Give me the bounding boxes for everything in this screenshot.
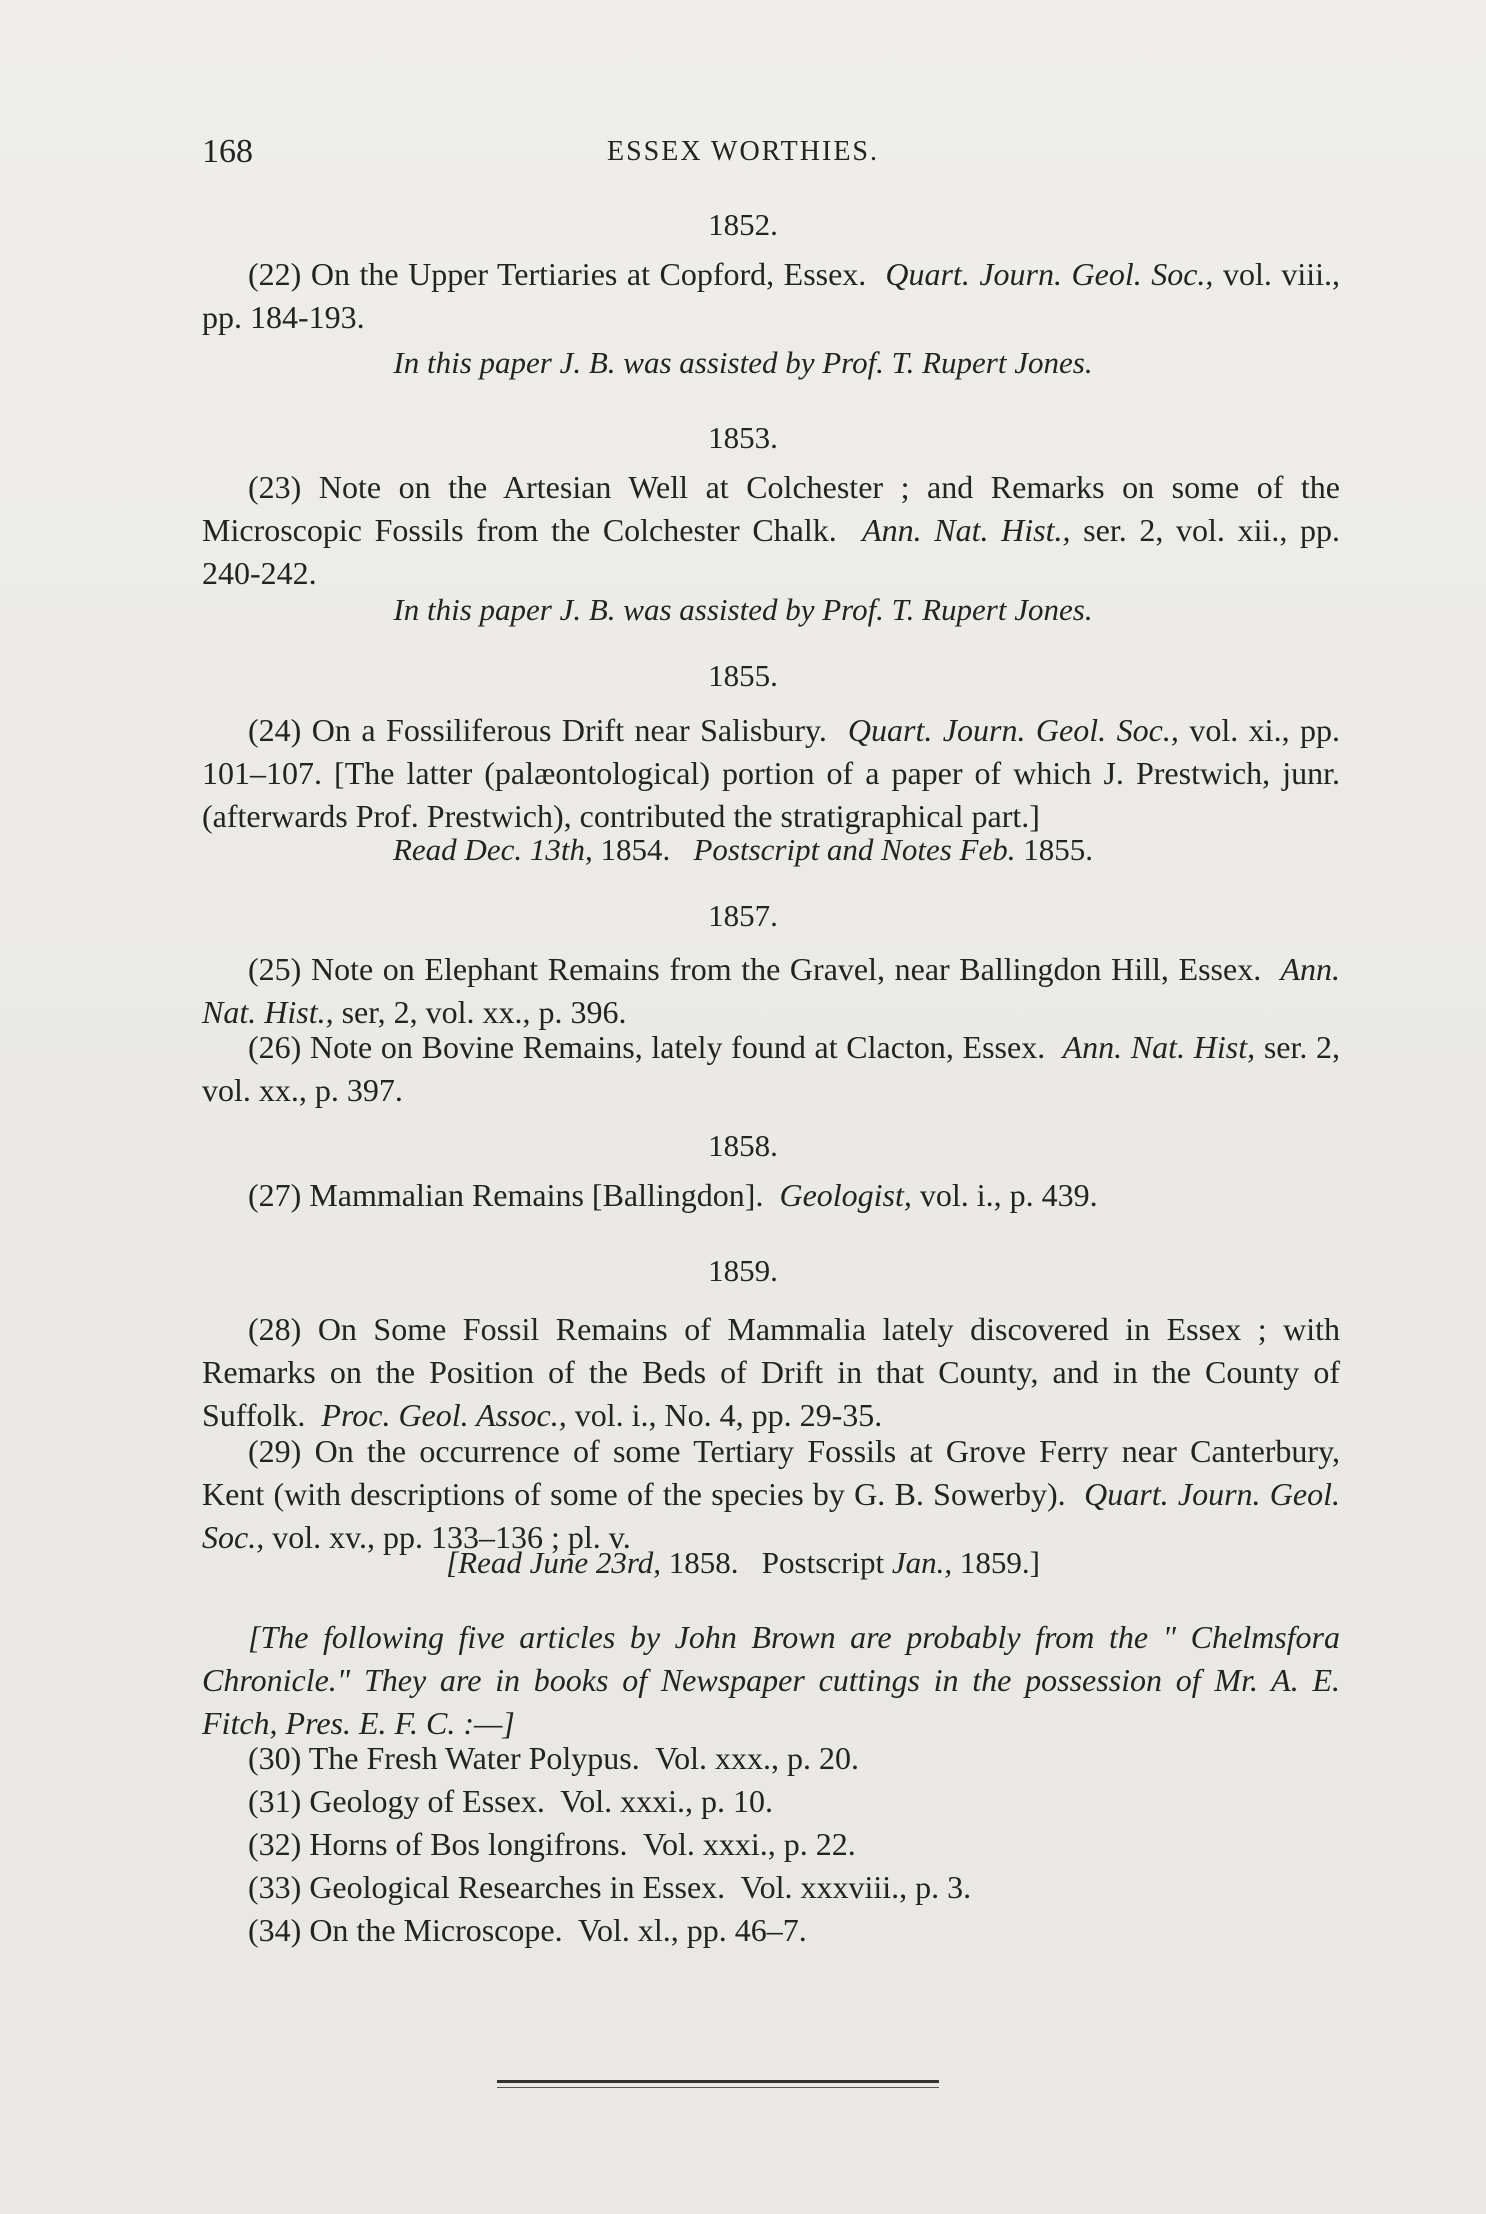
year-heading-1852: 1852. xyxy=(708,207,778,242)
journal-name: Ann. Nat. Hist., xyxy=(202,951,1341,1030)
journal-name: Geologist, xyxy=(779,1177,912,1213)
entry-reference: vol. viii., pp. 184-193. xyxy=(202,256,1341,335)
year-heading-1853: 1853. xyxy=(708,420,778,455)
entry-reference: Vol. xxx., p. 20. xyxy=(655,1740,860,1776)
entry-number: (27) xyxy=(248,1177,302,1213)
entry-28 xyxy=(202,1308,1340,1437)
journal-name: Quart. Journ. Geol. Soc., xyxy=(885,256,1214,292)
entry-number: (30) xyxy=(248,1740,302,1776)
journal-name: Quart. Journ. Geol. Soc., xyxy=(202,1476,1341,1555)
entry-reference: ser, 2, vol. xx., p. 396. xyxy=(341,994,627,1030)
journal-name: Ann. Nat. Hist., xyxy=(862,512,1071,548)
entry-25-text xyxy=(202,948,1340,1034)
entry-title: On the Microscope. xyxy=(309,1912,563,1948)
list-item-33 xyxy=(248,1869,971,1906)
entry-title: On Some Fossil Remains of Mammalia lately discovered in Essex ; with Remarks on the Position of the Beds of Drift in that County, and in the County of Suffolk. xyxy=(202,1311,1341,1433)
entry-24-text xyxy=(202,709,1340,838)
running-head: ESSEX WORTHIES. xyxy=(606,136,880,167)
entry-29-text xyxy=(202,1430,1340,1559)
entry-number: (23) xyxy=(248,469,302,505)
entry-number: (34) xyxy=(248,1912,302,1948)
list-item-30 xyxy=(248,1740,859,1777)
entry-28-text xyxy=(202,1308,1340,1437)
entry-number: (29) xyxy=(248,1433,302,1469)
entry-26-text xyxy=(202,1026,1340,1112)
entry-reference: ser. 2, vol. xx., p. 397. xyxy=(202,1029,1341,1108)
read-date: Read Dec. 13th, xyxy=(392,832,593,867)
journal-name: Quart. Journ. Geol. Soc., xyxy=(847,712,1179,748)
entry-27-text xyxy=(202,1174,1340,1217)
entry-title: On the Upper Tertiaries at Copford, Essex. xyxy=(310,256,867,292)
entry-reference: Vol. xxxi., p. 22. xyxy=(642,1826,856,1862)
entry-24-note xyxy=(0,832,1486,868)
postscript-year: 1855. xyxy=(1023,832,1093,867)
entry-22 xyxy=(202,253,1340,339)
entry-number: (32) xyxy=(248,1826,302,1862)
entry-title: Mammalian Remains [Ballingdon]. xyxy=(309,1177,764,1213)
entry-22-text xyxy=(202,253,1340,339)
year-heading-1855: 1855. xyxy=(708,658,778,693)
entry-number: (24) xyxy=(248,712,302,748)
entry-24 xyxy=(202,709,1340,838)
read-date: [Read June 23rd, xyxy=(446,1545,662,1580)
entry-number: (22) xyxy=(248,256,302,292)
entry-title: The Fresh Water Polypus. xyxy=(308,1740,640,1776)
entry-22-note: In this paper J. B. was assisted by Prof. T. Rupert Jones. xyxy=(393,345,1093,380)
postscript-label: Postscript xyxy=(761,1545,885,1580)
journal-name: Proc. Geol. Assoc., xyxy=(321,1397,567,1433)
entry-23-text xyxy=(202,466,1340,595)
entry-26 xyxy=(202,1026,1340,1112)
entry-reference: vol. i., p. 439. xyxy=(919,1177,1098,1213)
newspaper-note-text: [The following five articles by John Brown are probably from the " Chelmsfora Chronicle." They are in books of Newspaper cuttings in the possession of Mr. A. E. Fitch, Pres. E. F. C. :—] xyxy=(202,1619,1340,1741)
entry-title: On a Fossiliferous Drift near Salisbury. xyxy=(311,712,827,748)
entry-number: (33) xyxy=(248,1869,302,1905)
read-year: 1854. xyxy=(600,832,671,867)
list-item-34 xyxy=(248,1912,807,1949)
entry-reference: vol. i., No. 4, pp. 29-35. xyxy=(574,1397,883,1433)
year-heading-1857: 1857. xyxy=(708,898,778,933)
newspaper-note xyxy=(202,1616,1340,1745)
closing-rule-thin xyxy=(497,2087,939,2088)
entry-title: Horns of Bos longifrons. xyxy=(309,1826,628,1862)
entry-reference: ser. 2, vol. xii., pp. 240-242. xyxy=(202,512,1340,591)
journal-name: Ann. Nat. Hist, xyxy=(1062,1029,1256,1065)
entry-title: Geology of Essex. xyxy=(309,1783,545,1819)
entry-reference: Vol. xxxi., p. 10. xyxy=(560,1783,774,1819)
entry-title: Note on the Artesian Well at Colchester ; and Remarks on some of the Microscopic Fossils from the Colchester Chalk. xyxy=(202,469,1341,548)
entry-number: (31) xyxy=(248,1783,302,1819)
entry-reference: Vol. xxxviii., p. 3. xyxy=(740,1869,972,1905)
entry-reference: vol. xv., pp. 133–136 ; pl. v. xyxy=(272,1519,631,1555)
read-year: 1858. xyxy=(668,1545,739,1580)
year-heading-1858: 1858. xyxy=(708,1128,778,1163)
entry-29 xyxy=(202,1430,1340,1559)
entry-27 xyxy=(202,1174,1340,1217)
entry-reference: Vol. xl., pp. 46–7. xyxy=(578,1912,807,1948)
entry-number: (28) xyxy=(248,1311,302,1347)
entry-reference: vol. xi., pp. 101–107. [The latter (palæontological) portion of a paper of which J. Prestwich, junr. (afterwards Prof. Prestwich), contributed the stratigraphical part.] xyxy=(202,712,1341,834)
page-number: 168 xyxy=(202,133,253,170)
list-item-31 xyxy=(248,1783,773,1820)
list-item-32 xyxy=(248,1826,856,1863)
postscript-month: Jan., xyxy=(891,1545,953,1580)
entry-29-note xyxy=(0,1545,1486,1581)
entry-23-note: In this paper J. B. was assisted by Prof. T. Rupert Jones. xyxy=(393,592,1093,627)
year-heading-1859: 1859. xyxy=(708,1253,778,1288)
entry-title: Note on Elephant Remains from the Gravel, near Ballingdon Hill, Essex. xyxy=(310,951,1262,987)
closing-rule-thick xyxy=(497,2080,939,2083)
postscript-year: 1859.] xyxy=(959,1545,1040,1580)
entry-number: (25) xyxy=(248,951,302,987)
entry-25 xyxy=(202,948,1340,1034)
entry-title: On the occurrence of some Tertiary Fossils at Grove Ferry near Canterbury, Kent (with descriptions of some of the species by G. B. Sowerby). xyxy=(202,1433,1341,1512)
entry-23 xyxy=(202,466,1340,595)
entry-title: Note on Bovine Remains, lately found at Clacton, Essex. xyxy=(310,1029,1046,1065)
postscript-date: Postscript and Notes Feb. xyxy=(693,832,1016,867)
entry-title: Geological Researches in Essex. xyxy=(309,1869,726,1905)
entry-number: (26) xyxy=(248,1029,302,1065)
